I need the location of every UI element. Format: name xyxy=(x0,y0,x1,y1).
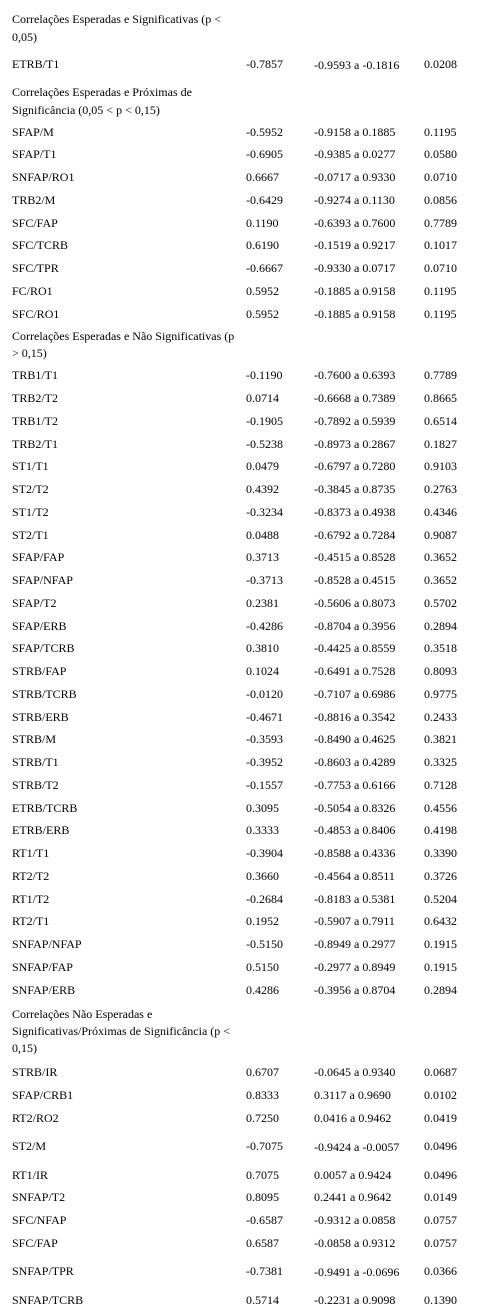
confidence-interval-cell: -0.6668 a 0.7389 xyxy=(314,391,396,406)
table-row xyxy=(0,1130,494,1164)
p-value-cell: 0.0496 xyxy=(424,1139,457,1154)
variable-pair-cell: ETRB/T1 xyxy=(12,57,60,72)
p-value-cell: 0.4346 xyxy=(424,504,457,519)
correlation-value-cell: -0.6429 xyxy=(246,192,283,207)
confidence-interval-cell: -0.1519 a 0.9217 xyxy=(314,238,396,253)
variable-pair-cell: TRB2/T2 xyxy=(12,391,59,406)
section-header-cell xyxy=(0,82,494,121)
table-row xyxy=(0,888,494,911)
correlation-value-cell: -0.7075 xyxy=(246,1139,283,1154)
variable-pair-cell: SFAP/M xyxy=(12,124,54,139)
p-value-cell: 0.3652 xyxy=(424,550,457,565)
p-value-cell: 0.9103 xyxy=(424,459,457,474)
variable-pair-cell: SFAP/TCRB xyxy=(12,641,75,656)
variable-pair-cell: STRB/TCRB xyxy=(12,686,77,701)
confidence-interval-cell: -0.8588 a 0.4336 xyxy=(314,846,396,861)
confidence-interval-cell: -0.0717 a 0.9330 xyxy=(314,170,396,185)
correlation-value-cell: 0.6707 xyxy=(246,1065,279,1080)
p-value-cell: 0.7128 xyxy=(424,777,457,792)
variable-pair-cell: RT1/IR xyxy=(12,1167,48,1182)
correlation-value-cell: 0.1952 xyxy=(246,914,279,929)
p-value-cell: 0.0710 xyxy=(424,261,457,276)
confidence-interval-cell: 0.0416 a 0.9462 xyxy=(314,1110,392,1125)
correlation-value-cell: 0.3713 xyxy=(246,550,279,565)
variable-pair-cell: ST1/T2 xyxy=(12,504,49,519)
confidence-interval-cell: -0.0645 a 0.9340 xyxy=(314,1065,396,1080)
variable-pair-cell: SFAP/T1 xyxy=(12,147,57,162)
p-value-cell: 0.5204 xyxy=(424,891,457,906)
p-value-cell: 0.1017 xyxy=(424,238,457,253)
p-value-cell: 0.8093 xyxy=(424,664,457,679)
confidence-interval-cell: -0.5907 a 0.7911 xyxy=(314,914,395,929)
p-value-cell: 0.0856 xyxy=(424,192,457,207)
confidence-interval-cell: -0.3956 a 0.8704 xyxy=(314,982,396,997)
confidence-interval-cell: -0.4515 a 0.8528 xyxy=(314,550,396,565)
confidence-interval-cell: -0.6491 a 0.7528 xyxy=(314,664,396,679)
table-row xyxy=(0,303,494,326)
correlation-value-cell: -0.1190 xyxy=(246,368,283,383)
p-value-cell: 0.0757 xyxy=(424,1213,457,1228)
confidence-interval-cell: 0.2441 a 0.9642 xyxy=(314,1190,392,1205)
correlation-value-cell: 0.0479 xyxy=(246,459,279,474)
confidence-interval-cell: -0.8973 a 0.2867 xyxy=(314,436,396,451)
p-value-cell: 0.2763 xyxy=(424,482,457,497)
p-value-cell: 0.0419 xyxy=(424,1110,457,1125)
confidence-interval-cell: -0.8373 a 0.4938 xyxy=(314,504,396,519)
confidence-interval-cell: -0.9385 a 0.0277 xyxy=(314,147,396,162)
correlation-value-cell: 0.0714 xyxy=(246,391,279,406)
table-row xyxy=(0,1232,494,1255)
correlation-table xyxy=(0,9,494,1312)
variable-pair-cell: SNFAP/FAP xyxy=(12,959,73,974)
variable-pair-cell: TRB1/T2 xyxy=(12,413,59,428)
table-row xyxy=(0,388,494,411)
variable-pair-cell: ETRB/ERB xyxy=(12,823,70,838)
correlation-value-cell: -0.2684 xyxy=(246,891,283,906)
table-row xyxy=(0,1062,494,1085)
confidence-interval-cell: -0.8490 a 0.4625 xyxy=(314,732,396,747)
p-value-cell: 0.3518 xyxy=(424,641,457,656)
confidence-interval-cell: -0.3845 a 0.8735 xyxy=(314,482,396,497)
correlation-value-cell: -0.6587 xyxy=(246,1213,283,1228)
confidence-interval-cell: -0.9491 a -0.0696 xyxy=(314,1264,400,1279)
variable-pair-cell: SFAP/NFAP xyxy=(12,573,73,588)
table-row xyxy=(0,1255,494,1289)
variable-pair-cell: ETRB/TCRB xyxy=(12,800,78,815)
section-header-cell xyxy=(0,1002,494,1062)
confidence-interval-cell: -0.8183 a 0.5381 xyxy=(314,891,396,906)
table-row xyxy=(0,934,494,957)
confidence-interval-cell: -0.7892 a 0.5939 xyxy=(314,413,396,428)
p-value-cell: 0.0710 xyxy=(424,170,457,185)
table-row xyxy=(0,144,494,167)
p-value-cell: 0.1390 xyxy=(424,1292,457,1307)
correlation-value-cell: 0.1190 xyxy=(246,215,279,230)
variable-pair-cell: STRB/M xyxy=(12,732,57,747)
table-row xyxy=(0,433,494,456)
table-row xyxy=(0,1085,494,1108)
table-row xyxy=(0,729,494,752)
p-value-cell: 0.1915 xyxy=(424,959,457,974)
section-header: Correlações Esperadas e Próximas de Significância (0,05 < p < 0,15) xyxy=(12,85,192,117)
correlation-value-cell: 0.2381 xyxy=(246,595,279,610)
correlation-value-cell: 0.7250 xyxy=(246,1110,279,1125)
correlation-value-cell: 0.8333 xyxy=(246,1088,279,1103)
correlation-table-body xyxy=(0,9,494,1312)
table-row xyxy=(0,752,494,775)
table-row xyxy=(0,212,494,235)
variable-pair-cell: ST2/M xyxy=(12,1139,47,1154)
table-row xyxy=(0,456,494,479)
variable-pair-cell: RT2/T1 xyxy=(12,914,50,929)
correlation-value-cell: -0.7381 xyxy=(246,1264,283,1279)
p-value-cell: 0.6514 xyxy=(424,413,457,428)
correlation-value-cell: 0.3810 xyxy=(246,641,279,656)
table-row xyxy=(0,820,494,843)
confidence-interval-cell: -0.5054 a 0.8326 xyxy=(314,800,396,815)
confidence-interval-cell: -0.8949 a 0.2977 xyxy=(314,937,396,952)
variable-pair-cell: RT1/T2 xyxy=(12,891,50,906)
section-header-row xyxy=(0,1002,494,1062)
confidence-interval-cell: -0.9593 a -0.1816 xyxy=(314,57,400,72)
confidence-interval-cell: -0.4853 a 0.8406 xyxy=(314,823,396,838)
p-value-cell: 0.0366 xyxy=(424,1264,457,1279)
variable-pair-cell: STRB/T2 xyxy=(12,777,59,792)
section-header-cell xyxy=(0,9,494,48)
correlation-value-cell: 0.5150 xyxy=(246,959,279,974)
confidence-interval-cell: -0.2231 a 0.9098 xyxy=(314,1292,396,1307)
p-value-cell: 0.0496 xyxy=(424,1167,457,1182)
p-value-cell: 0.1195 xyxy=(424,124,457,139)
correlation-value-cell: -0.1905 xyxy=(246,413,283,428)
p-value-cell: 0.1195 xyxy=(424,306,457,321)
confidence-interval-cell: -0.4564 a 0.8511 xyxy=(314,868,395,883)
p-value-cell: 0.8665 xyxy=(424,391,457,406)
correlation-value-cell: 0.6587 xyxy=(246,1235,279,1250)
p-value-cell: 0.9775 xyxy=(424,686,457,701)
table-row xyxy=(0,592,494,615)
variable-pair-cell: TRB2/M xyxy=(12,192,56,207)
correlation-value-cell: -0.5150 xyxy=(246,937,283,952)
table-row xyxy=(0,189,494,212)
table-row xyxy=(0,501,494,524)
confidence-interval-cell: -0.8528 a 0.4515 xyxy=(314,573,396,588)
variable-pair-cell: SNFAP/TCRB xyxy=(12,1292,84,1307)
p-value-cell: 0.2894 xyxy=(424,618,457,633)
table-row xyxy=(0,1107,494,1130)
variable-pair-cell: SFAP/T2 xyxy=(12,595,57,610)
variable-pair-cell: SNFAP/T2 xyxy=(12,1190,66,1205)
variable-pair-cell: RT1/T1 xyxy=(12,846,50,861)
correlation-value-cell: -0.3234 xyxy=(246,504,283,519)
correlation-value-cell: 0.6667 xyxy=(246,170,279,185)
p-value-cell: 0.4198 xyxy=(424,823,457,838)
correlation-value-cell: -0.3904 xyxy=(246,846,283,861)
p-value-cell: 0.9087 xyxy=(424,527,457,542)
confidence-interval-cell: -0.7600 a 0.6393 xyxy=(314,368,396,383)
p-value-cell: 0.5702 xyxy=(424,595,457,610)
table-row xyxy=(0,956,494,979)
table-row xyxy=(0,479,494,502)
section-header: Correlações Não Esperadas e Significativas/Próximas de Significância (p < 0,15) xyxy=(12,1006,231,1056)
correlation-value-cell: 0.1024 xyxy=(246,664,279,679)
p-value-cell: 0.2894 xyxy=(424,982,457,997)
variable-pair-cell: SFC/FAP xyxy=(12,215,58,230)
variable-pair-cell: RT2/RO2 xyxy=(12,1110,59,1125)
table-row xyxy=(0,410,494,433)
section-header-row xyxy=(0,82,494,121)
p-value-cell: 0.3726 xyxy=(424,868,457,883)
p-value-cell: 0.3821 xyxy=(424,732,457,747)
table-row xyxy=(0,774,494,797)
p-value-cell: 0.7789 xyxy=(424,215,457,230)
variable-pair-cell: SNFAP/TPR xyxy=(12,1264,74,1279)
variable-pair-cell: SFAP/ERB xyxy=(12,618,67,633)
table-row xyxy=(0,48,494,82)
confidence-interval-cell: -0.1885 a 0.9158 xyxy=(314,283,396,298)
correlation-value-cell: 0.7075 xyxy=(246,1167,279,1182)
variable-pair-cell: SFC/TPR xyxy=(12,261,59,276)
variable-pair-cell: ST2/T2 xyxy=(12,482,49,497)
correlation-value-cell: 0.6190 xyxy=(246,238,279,253)
correlation-value-cell: 0.4286 xyxy=(246,982,279,997)
table-row xyxy=(0,615,494,638)
variable-pair-cell: ST2/T1 xyxy=(12,527,49,542)
correlation-value-cell: 0.5952 xyxy=(246,283,279,298)
table-row xyxy=(0,865,494,888)
correlation-value-cell: -0.5952 xyxy=(246,124,283,139)
variable-pair-cell: SFC/FAP xyxy=(12,1235,58,1250)
correlation-value-cell: -0.4286 xyxy=(246,618,283,633)
variable-pair-cell: SNFAP/ERB xyxy=(12,982,76,997)
variable-pair-cell: SFAP/FAP xyxy=(12,550,65,565)
confidence-interval-cell: -0.8603 a 0.4289 xyxy=(314,755,396,770)
confidence-interval-cell: -0.0858 a 0.9312 xyxy=(314,1235,396,1250)
confidence-interval-cell: -0.4425 a 0.8559 xyxy=(314,641,396,656)
confidence-interval-cell: -0.7107 a 0.6986 xyxy=(314,686,396,701)
correlation-value-cell: -0.5238 xyxy=(246,436,283,451)
correlation-value-cell: 0.3333 xyxy=(246,823,279,838)
table-row xyxy=(0,547,494,570)
table-row xyxy=(0,365,494,388)
table-row xyxy=(0,1187,494,1210)
variable-pair-cell: STRB/T1 xyxy=(12,755,59,770)
variable-pair-cell: SFC/NFAP xyxy=(12,1213,67,1228)
confidence-interval-cell: -0.6792 a 0.7284 xyxy=(314,527,396,542)
confidence-interval-cell: -0.2977 a 0.8949 xyxy=(314,959,396,974)
table-row xyxy=(0,280,494,303)
table-row xyxy=(0,661,494,684)
confidence-interval-cell: -0.7753 a 0.6166 xyxy=(314,777,396,792)
p-value-cell: 0.0102 xyxy=(424,1088,457,1103)
confidence-interval-cell: 0.3117 a 0.9690 xyxy=(314,1088,391,1103)
section-header-row xyxy=(0,326,494,365)
correlation-value-cell: 0.5714 xyxy=(246,1292,279,1307)
p-value-cell: 0.3325 xyxy=(424,755,457,770)
variable-pair-cell: STRB/ERB xyxy=(12,709,69,724)
p-value-cell: 0.0208 xyxy=(424,57,457,72)
p-value-cell: 0.0687 xyxy=(424,1065,457,1080)
section-header-row xyxy=(0,9,494,48)
table-row xyxy=(0,235,494,258)
correlation-value-cell: -0.6905 xyxy=(246,147,283,162)
variable-pair-cell: ST1/T1 xyxy=(12,459,49,474)
confidence-interval-cell: -0.9158 a 0.1885 xyxy=(314,124,396,139)
p-value-cell: 0.0149 xyxy=(424,1190,457,1205)
p-value-cell: 0.7789 xyxy=(424,368,457,383)
confidence-interval-cell: -0.9274 a 0.1130 xyxy=(314,192,395,207)
table-row xyxy=(0,683,494,706)
correlation-value-cell: -0.3713 xyxy=(246,573,283,588)
p-value-cell: 0.2433 xyxy=(424,709,457,724)
p-value-cell: 0.4556 xyxy=(424,800,457,815)
confidence-interval-cell: -0.1885 a 0.9158 xyxy=(314,306,396,321)
table-row xyxy=(0,1210,494,1233)
p-value-cell: 0.0757 xyxy=(424,1235,457,1250)
table-row xyxy=(0,258,494,281)
table-row xyxy=(0,121,494,144)
table-row xyxy=(0,706,494,729)
correlation-value-cell: 0.0488 xyxy=(246,527,279,542)
variable-pair-cell: SFC/TCRB xyxy=(12,238,69,253)
p-value-cell: 0.3652 xyxy=(424,573,457,588)
variable-pair-cell: SFC/RO1 xyxy=(12,306,60,321)
table-row xyxy=(0,797,494,820)
table-row xyxy=(0,524,494,547)
variable-pair-cell: SNFAP/RO1 xyxy=(12,170,75,185)
correlation-value-cell: 0.4392 xyxy=(246,482,279,497)
section-header: Correlações Esperadas e Não Significativas (p > 0,15) xyxy=(12,328,235,361)
table-row xyxy=(0,911,494,934)
correlation-value-cell: -0.3593 xyxy=(246,732,283,747)
variable-pair-cell: TRB1/T1 xyxy=(12,368,59,383)
confidence-interval-cell: -0.8704 a 0.3956 xyxy=(314,618,396,633)
correlation-value-cell: 0.3660 xyxy=(246,868,279,883)
p-value-cell: 0.6432 xyxy=(424,914,457,929)
correlation-value-cell: 0.3095 xyxy=(246,800,279,815)
p-value-cell: 0.1827 xyxy=(424,436,457,451)
confidence-interval-cell: -0.9424 a -0.0057 xyxy=(314,1139,400,1154)
correlation-value-cell: -0.1557 xyxy=(246,777,283,792)
p-value-cell: 0.1915 xyxy=(424,937,457,952)
table-row xyxy=(0,1289,494,1312)
table-row xyxy=(0,570,494,593)
variable-pair-cell: SFAP/CRB1 xyxy=(12,1088,74,1103)
table-row xyxy=(0,979,494,1002)
correlation-value-cell: -0.0120 xyxy=(246,686,283,701)
correlation-value-cell: 0.5952 xyxy=(246,306,279,321)
page xyxy=(0,9,494,1307)
correlation-value-cell: -0.4671 xyxy=(246,709,283,724)
p-value-cell: 0.3390 xyxy=(424,846,457,861)
confidence-interval-cell: -0.8816 a 0.3542 xyxy=(314,709,396,724)
table-row xyxy=(0,1164,494,1187)
variable-pair-cell: STRB/FAP xyxy=(12,664,67,679)
section-header: Correlações Esperadas e Significativas (p < 0,05) xyxy=(12,12,222,44)
confidence-interval-cell: 0.0057 a 0.9424 xyxy=(314,1167,392,1182)
confidence-interval-cell: -0.9330 a 0.0717 xyxy=(314,261,396,276)
variable-pair-cell: RT2/T2 xyxy=(12,868,50,883)
confidence-interval-cell: -0.6393 a 0.7600 xyxy=(314,215,396,230)
confidence-interval-cell: -0.6797 a 0.7280 xyxy=(314,459,396,474)
p-value-cell: 0.1195 xyxy=(424,283,457,298)
table-row xyxy=(0,167,494,190)
table-row xyxy=(0,843,494,866)
variable-pair-cell: SNFAP/NFAP xyxy=(12,937,82,952)
correlation-value-cell: -0.6667 xyxy=(246,261,283,276)
variable-pair-cell: TRB2/T1 xyxy=(12,436,59,451)
confidence-interval-cell: -0.5606 a 0.8073 xyxy=(314,595,396,610)
section-header-cell xyxy=(0,326,494,365)
p-value-cell: 0.0580 xyxy=(424,147,457,162)
correlation-value-cell: -0.3952 xyxy=(246,755,283,770)
correlation-value-cell: -0.7857 xyxy=(246,57,283,72)
correlation-value-cell: 0.8095 xyxy=(246,1190,279,1205)
variable-pair-cell: FC/RO1 xyxy=(12,283,53,298)
table-row xyxy=(0,638,494,661)
variable-pair-cell: STRB/IR xyxy=(12,1065,58,1080)
confidence-interval-cell: -0.9312 a 0.0858 xyxy=(314,1213,396,1228)
